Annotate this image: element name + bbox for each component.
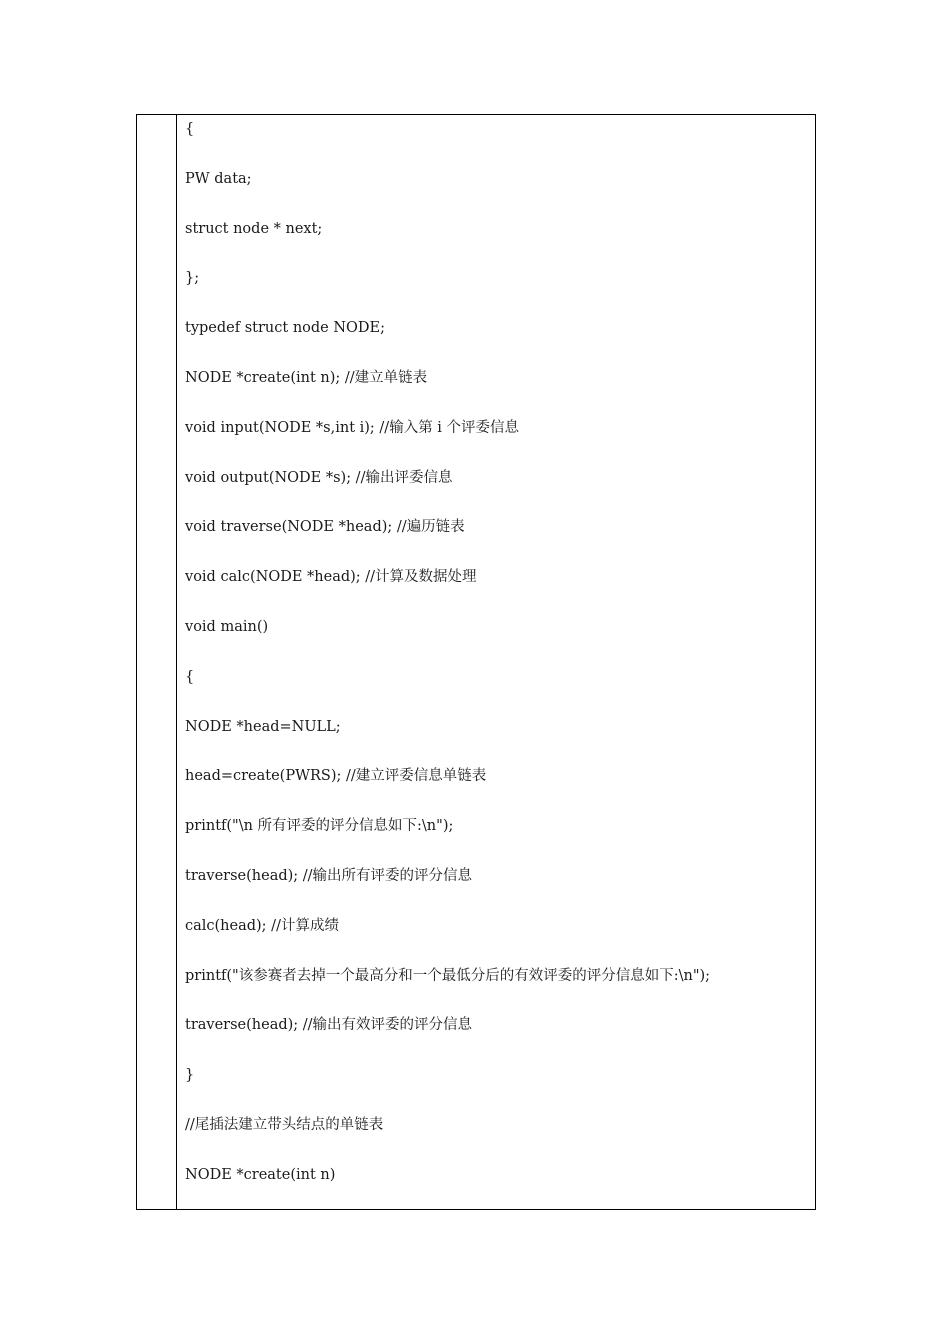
code-line: printf("\n 所有评委的评分信息如下:\n"); (185, 818, 454, 835)
code-line: struct node * next; (185, 220, 323, 237)
code-line: traverse(head); //输出所有评委的评分信息 (185, 867, 473, 884)
table-left-column (137, 115, 177, 1209)
code-line: head=create(PWRS); //建立评委信息单链表 (185, 768, 487, 785)
document-table (136, 114, 816, 1210)
code-line: void main() (185, 618, 269, 635)
code-line: { (185, 121, 195, 137)
code-line: PW data; (185, 170, 252, 187)
code-line: void traverse(NODE *head); //遍历链表 (185, 519, 465, 536)
code-line: //尾插法建立带头结点的单链表 (185, 1116, 384, 1133)
code-line: NODE *create(int n); //建立单链表 (185, 369, 428, 386)
code-line: }; (185, 270, 200, 287)
code-line: calc(head); //计算成绩 (185, 917, 339, 934)
code-line: typedef struct node NODE; (185, 320, 386, 337)
code-line: printf("该参赛者去掉一个最高分和一个最低分后的有效评委的评分信息如下:\n"); (185, 967, 711, 984)
code-line: void calc(NODE *head); //计算及数据处理 (185, 569, 477, 586)
code-line: traverse(head); //输出有效评委的评分信息 (185, 1017, 473, 1034)
code-line: { (185, 668, 195, 685)
code-line: void output(NODE *s); //输出评委信息 (185, 469, 453, 486)
code-line: } (185, 1067, 195, 1084)
code-line: NODE *head=NULL; (185, 718, 341, 735)
code-cell (185, 119, 809, 1209)
code-line: void input(NODE *s,int i); //输入第 i 个评委信息 (185, 419, 520, 436)
code-line: NODE *create(int n) (185, 1166, 336, 1183)
